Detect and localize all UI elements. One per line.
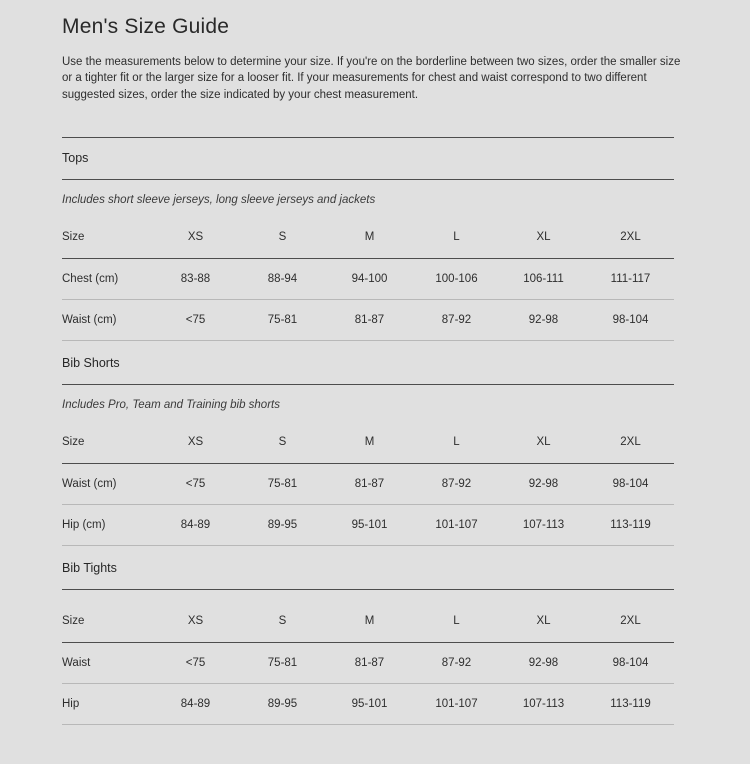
size-value-cell: 92-98 xyxy=(500,300,587,341)
tops-size-table xyxy=(62,222,674,341)
col-header: XS xyxy=(152,222,239,259)
size-guide-page xyxy=(62,14,681,725)
col-header: 2XL xyxy=(587,222,674,259)
col-header: 2XL xyxy=(587,427,674,464)
row-label: Hip (cm) xyxy=(62,505,152,546)
col-header: M xyxy=(326,606,413,643)
size-value-cell: 113-119 xyxy=(587,684,674,725)
table-row xyxy=(62,300,674,341)
col-header: S xyxy=(239,427,326,464)
section-heading-bib-tights: Bib Tights xyxy=(62,561,674,590)
section-heading-tops: Tops xyxy=(62,137,674,180)
size-value-cell: 98-104 xyxy=(587,464,674,505)
col-header: Size xyxy=(62,606,152,643)
table-header-row xyxy=(62,427,674,464)
size-value-cell: 75-81 xyxy=(239,643,326,684)
size-value-cell: 81-87 xyxy=(326,643,413,684)
col-header: M xyxy=(326,222,413,259)
row-label: Waist (cm) xyxy=(62,464,152,505)
col-header: 2XL xyxy=(587,606,674,643)
size-value-cell: 88-94 xyxy=(239,259,326,300)
section-heading-bib-shorts: Bib Shorts xyxy=(62,356,674,385)
section-description-tops: Includes short sleeve jerseys, long sleeve jerseys and jackets xyxy=(62,194,376,207)
size-value-cell: 107-113 xyxy=(500,684,587,725)
row-label: Waist (cm) xyxy=(62,300,152,341)
size-value-cell: 83-88 xyxy=(152,259,239,300)
size-value-cell: <75 xyxy=(152,300,239,341)
size-value-cell: 81-87 xyxy=(326,464,413,505)
table-row xyxy=(62,684,674,725)
section-tops xyxy=(62,137,674,341)
table-row xyxy=(62,464,674,505)
size-value-cell: <75 xyxy=(152,643,239,684)
size-value-cell: 84-89 xyxy=(152,505,239,546)
size-value-cell: 87-92 xyxy=(413,300,500,341)
row-label: Hip xyxy=(62,684,152,725)
col-header: L xyxy=(413,606,500,643)
bib-tights-size-table xyxy=(62,606,674,725)
col-header: XS xyxy=(152,606,239,643)
intro-line: suggested sizes, order the size indicated by your chest measurement. xyxy=(62,88,419,101)
size-value-cell: 92-98 xyxy=(500,464,587,505)
size-value-cell: 111-117 xyxy=(587,259,674,300)
size-value-cell: 89-95 xyxy=(239,684,326,725)
section-bib-tights xyxy=(62,561,674,725)
size-value-cell: 106-111 xyxy=(500,259,587,300)
table-row xyxy=(62,505,674,546)
size-value-cell: 101-107 xyxy=(413,684,500,725)
section-bib-shorts xyxy=(62,356,674,546)
row-label: Chest (cm) xyxy=(62,259,152,300)
col-header: M xyxy=(326,427,413,464)
size-value-cell: 75-81 xyxy=(239,464,326,505)
size-value-cell: 98-104 xyxy=(587,643,674,684)
size-value-cell: 100-106 xyxy=(413,259,500,300)
col-header: XL xyxy=(500,427,587,464)
col-header: L xyxy=(413,427,500,464)
col-header: Size xyxy=(62,427,152,464)
size-value-cell: 89-95 xyxy=(239,505,326,546)
table-row xyxy=(62,643,674,684)
col-header: XS xyxy=(152,427,239,464)
table-header-row xyxy=(62,606,674,643)
col-header: XL xyxy=(500,606,587,643)
size-value-cell: 75-81 xyxy=(239,300,326,341)
size-value-cell: 95-101 xyxy=(326,684,413,725)
size-value-cell: 87-92 xyxy=(413,464,500,505)
size-value-cell: 107-113 xyxy=(500,505,587,546)
col-header: S xyxy=(239,606,326,643)
intro-line: Use the measurements below to determine your size. If you're on the borderline between two sizes, order the smaller size xyxy=(62,56,681,68)
size-value-cell: 113-119 xyxy=(587,505,674,546)
col-header: Size xyxy=(62,222,152,259)
size-value-cell: <75 xyxy=(152,464,239,505)
bib-shorts-size-table xyxy=(62,427,674,546)
col-header: S xyxy=(239,222,326,259)
size-value-cell: 94-100 xyxy=(326,259,413,300)
size-value-cell: 101-107 xyxy=(413,505,500,546)
size-value-cell: 87-92 xyxy=(413,643,500,684)
size-value-cell: 81-87 xyxy=(326,300,413,341)
col-header: XL xyxy=(500,222,587,259)
size-value-cell: 95-101 xyxy=(326,505,413,546)
intro-line: or a tighter fit or the larger size for a looser fit. If your measurements for chest and waist correspond to two different xyxy=(62,72,647,85)
table-header-row xyxy=(62,222,674,259)
page-title: Men's Size Guide xyxy=(62,15,230,38)
intro-paragraph xyxy=(62,54,681,103)
row-label: Waist xyxy=(62,643,152,684)
size-value-cell: 84-89 xyxy=(152,684,239,725)
size-value-cell: 98-104 xyxy=(587,300,674,341)
table-row xyxy=(62,259,674,300)
size-value-cell: 92-98 xyxy=(500,643,587,684)
section-description-bib-shorts: Includes Pro, Team and Training bib shorts xyxy=(62,399,280,412)
col-header: L xyxy=(413,222,500,259)
